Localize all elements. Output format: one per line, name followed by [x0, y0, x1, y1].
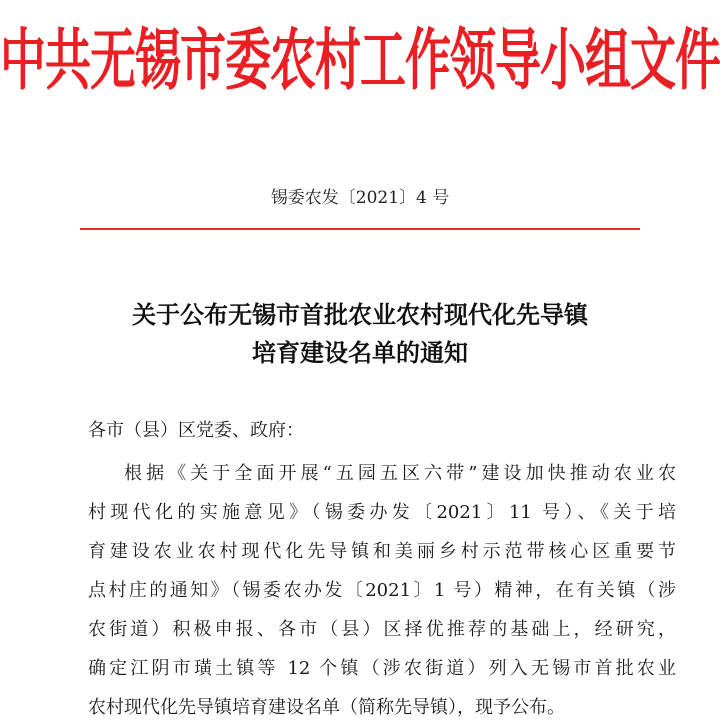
body-line: 育建设农业农村现代化先导镇和美丽乡村示范带核心区重要节 — [88, 541, 676, 562]
addressee-line: 各市（县）区党委、政府： — [88, 420, 304, 441]
body-line: 确定江阴市璜土镇等 12 个镇（涉农街道）列入无锡市首批农业 — [88, 658, 676, 679]
body-paragraph — [88, 454, 676, 727]
masthead-title: 中共无锡市委农村工作领导小组文件 — [0, 20, 720, 100]
body-line: 点村庄的通知》（锡委农办发〔2021〕1 号）精神，在有关镇（涉 — [88, 580, 676, 601]
body-line: 农街道）积极申报、各市（县）区择优推荐的基础上，经研究， — [88, 619, 676, 640]
notice-title-line: 关于公布无锡市首批农业农村现代化先导镇 — [132, 300, 588, 329]
document-number: 锡委农发〔2021〕4 号 — [270, 188, 450, 208]
body-line: 根据《关于全面开展“五园五区六带”建设加快推动农业农 — [124, 463, 676, 484]
body-line: 村现代化的实施意见》（锡委办发〔2021〕11 号）、《关于培 — [88, 502, 676, 523]
notice-title — [0, 296, 720, 372]
document-masthead — [0, 0, 720, 120]
body-line: 农村现代化先导镇培育建设名单（简称先导镇），现予公布。 — [88, 697, 565, 718]
notice-title-line: 培育建设名单的通知 — [252, 338, 468, 367]
header-divider — [80, 228, 640, 230]
